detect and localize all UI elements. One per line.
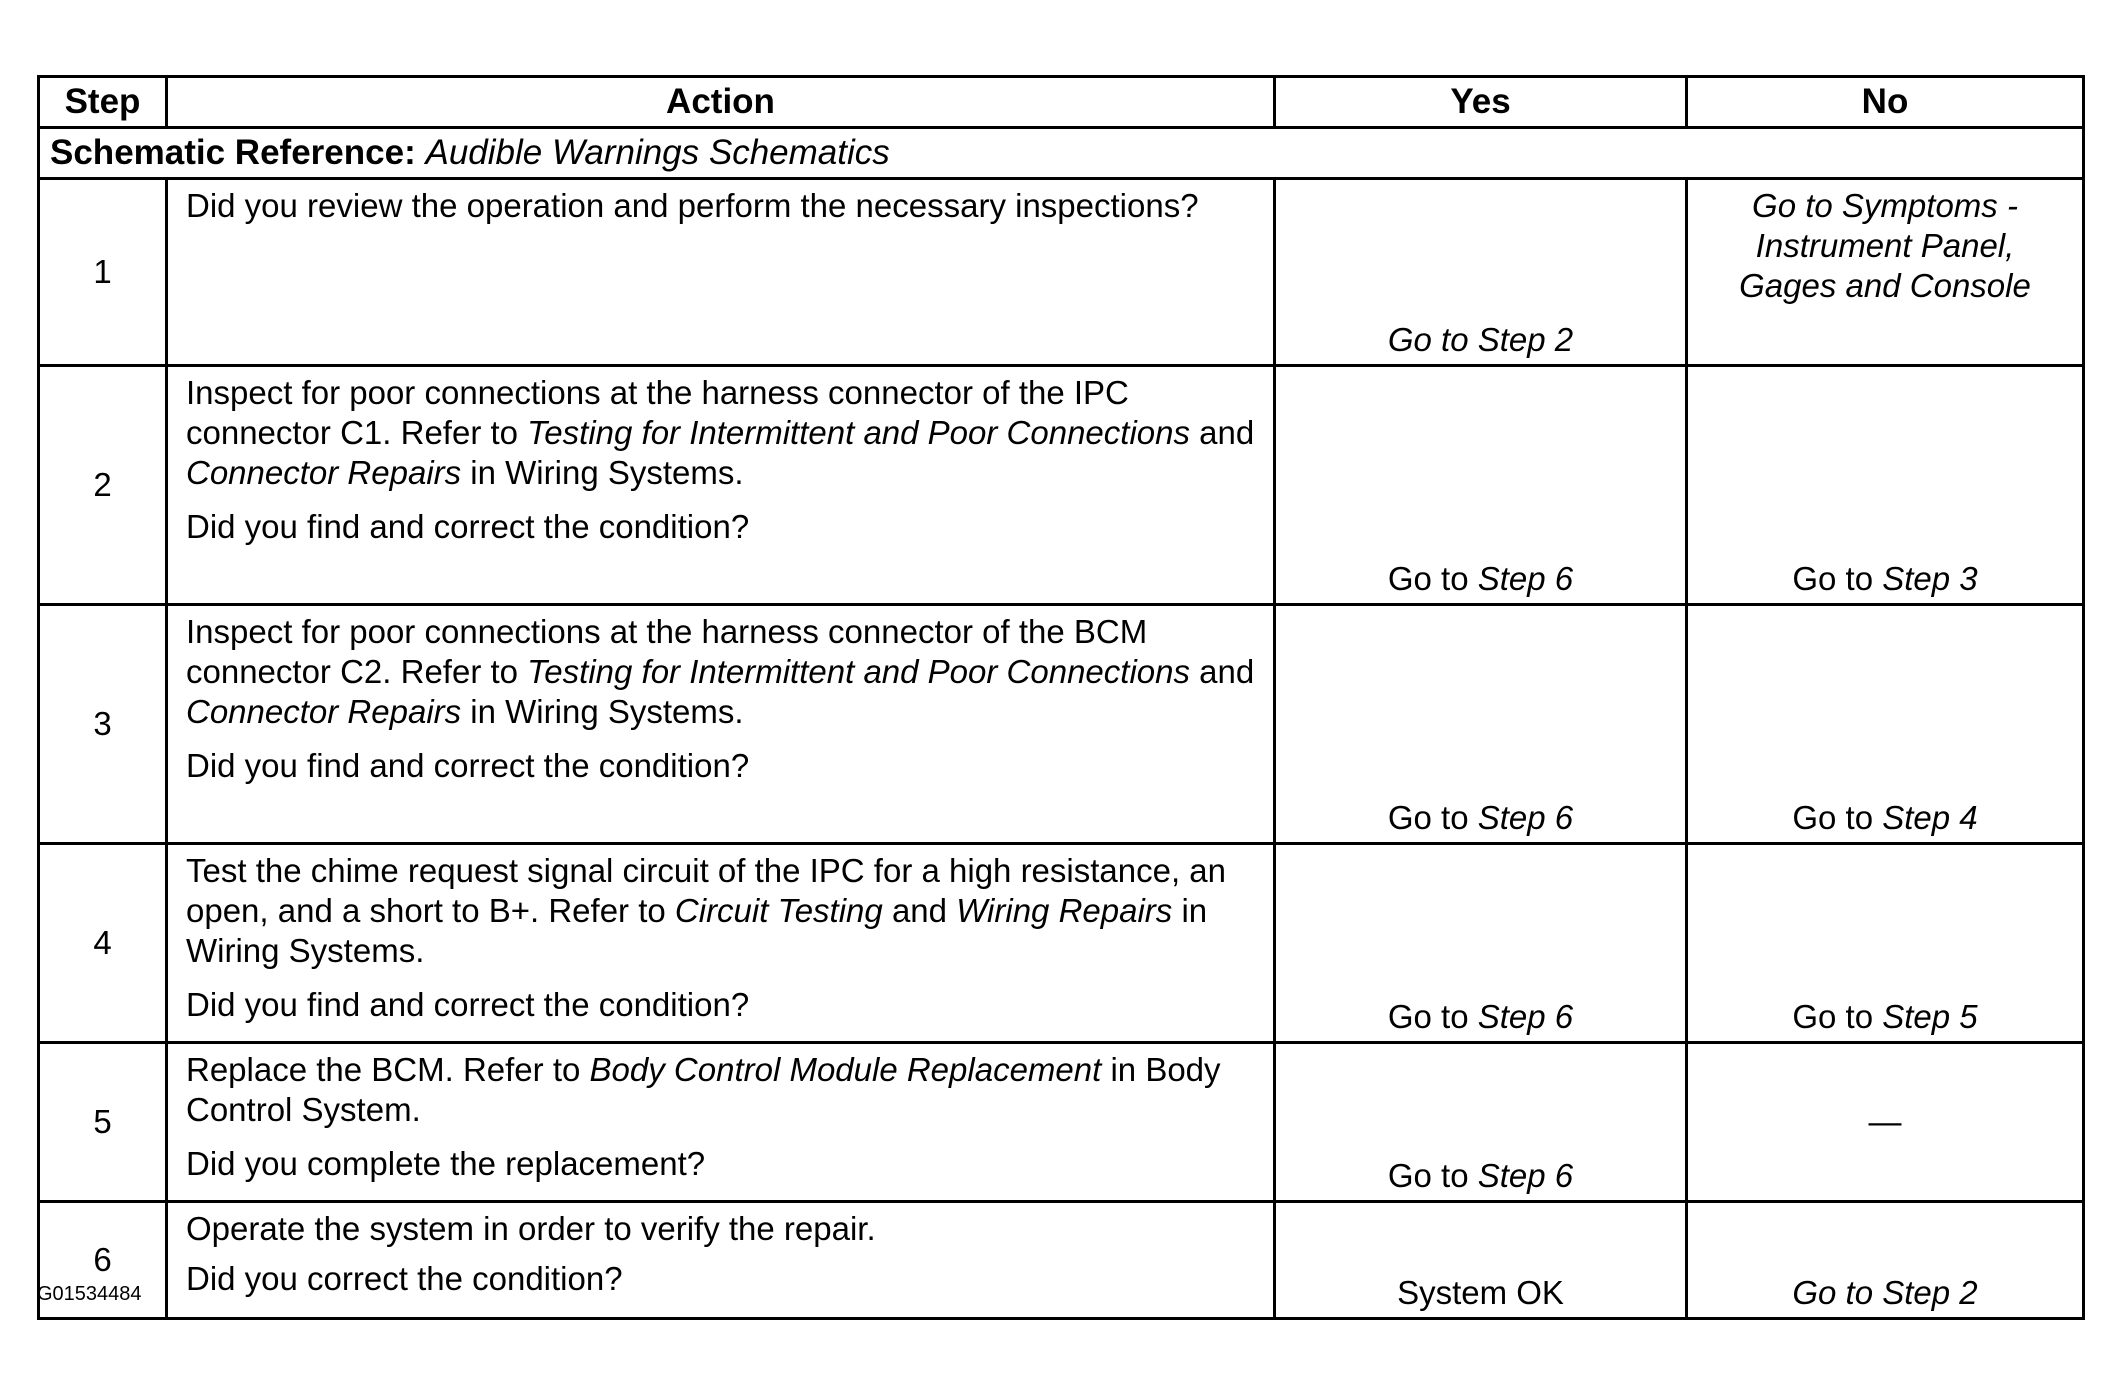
no-cell bbox=[1687, 1043, 2084, 1202]
no-cell bbox=[1687, 605, 2084, 844]
no-text: Go to Symptoms - Instrument Panel, Gages and Console bbox=[1739, 187, 2031, 304]
action-text: Replace the BCM. Refer to Body Control Module Replacement in Body Control System. bbox=[186, 1051, 1221, 1128]
table-row bbox=[39, 1202, 2084, 1319]
action-cell bbox=[167, 366, 1275, 605]
yes-text: Go to Step 2 bbox=[1387, 321, 1574, 358]
step-number: 3 bbox=[39, 605, 167, 844]
action-text: Test the chime request signal circuit of the IPC for a high resistance, an open, and a short to B+. Refer to Circuit Testing and Wiring Repairs in Wiring Systems. bbox=[186, 852, 1227, 969]
no-text: — bbox=[1868, 1103, 1902, 1140]
step-number: 4 bbox=[39, 844, 167, 1043]
yes-text: Go to Step 6 bbox=[1387, 1157, 1574, 1194]
yes-text: System OK bbox=[1397, 1274, 1564, 1311]
action-link-wiring-repairs: Wiring Repairs bbox=[956, 892, 1173, 929]
diagnostic-table-container bbox=[37, 75, 2082, 1320]
yes-cell bbox=[1275, 1202, 1687, 1319]
schematic-reference-row bbox=[39, 128, 2084, 179]
step-number: 6 bbox=[39, 1202, 167, 1319]
step-number: 1 bbox=[39, 179, 167, 366]
no-text: Go to Step 3 bbox=[1792, 560, 1978, 597]
schematic-label: Schematic Reference: bbox=[50, 133, 416, 172]
header-action: Action bbox=[167, 77, 1275, 128]
table-row bbox=[39, 366, 2084, 605]
figure-id: G01534484 bbox=[37, 1283, 142, 1305]
action-link-testing: Testing for Intermittent and Poor Connections bbox=[527, 414, 1190, 451]
action-link-bcm-replacement: Body Control Module Replacement bbox=[589, 1051, 1102, 1088]
yes-text: Go to Step 6 bbox=[1387, 560, 1574, 597]
action-cell bbox=[167, 605, 1275, 844]
yes-cell bbox=[1275, 179, 1687, 366]
yes-text: Go to Step 6 bbox=[1387, 998, 1574, 1035]
no-cell bbox=[1687, 366, 2084, 605]
action-cell bbox=[167, 844, 1275, 1043]
action-link-circuit-testing: Circuit Testing bbox=[674, 892, 883, 929]
action-text: Did you review the operation and perform the necessary inspections? bbox=[186, 187, 1199, 224]
step-number: 5 bbox=[39, 1043, 167, 1202]
action-cell bbox=[167, 1043, 1275, 1202]
no-cell bbox=[1687, 1202, 2084, 1319]
no-text: Go to Step 4 bbox=[1792, 799, 1978, 836]
table-row bbox=[39, 1043, 2084, 1202]
action-question: Did you find and correct the condition? bbox=[186, 747, 750, 784]
yes-cell bbox=[1275, 844, 1687, 1043]
action-question: Did you complete the replacement? bbox=[186, 1145, 706, 1182]
action-question: Did you find and correct the condition? bbox=[186, 508, 750, 545]
action-cell bbox=[167, 1202, 1275, 1319]
action-link-testing: Testing for Intermittent and Poor Connections bbox=[527, 653, 1190, 690]
table-row bbox=[39, 605, 2084, 844]
header-yes: Yes bbox=[1275, 77, 1687, 128]
action-text: Inspect for poor connections at the harness connector of the BCM connector C2. Refer to Testing for Intermittent and Poor Connections and Connector Repairs in Wiring Systems. bbox=[186, 613, 1255, 730]
header-step: Step bbox=[39, 77, 167, 128]
action-question: Did you correct the condition? bbox=[186, 1260, 623, 1297]
header-no: No bbox=[1687, 77, 2084, 128]
table-row bbox=[39, 179, 2084, 366]
diagnostic-table bbox=[37, 75, 2085, 1320]
schematic-reference bbox=[39, 128, 2084, 179]
yes-cell bbox=[1275, 366, 1687, 605]
action-cell bbox=[167, 179, 1275, 366]
yes-text: Go to Step 6 bbox=[1387, 799, 1574, 836]
header-row bbox=[39, 77, 2084, 128]
no-text: Go to Step 2 bbox=[1792, 1274, 1978, 1311]
action-link-repairs: Connector Repairs bbox=[186, 454, 462, 491]
action-link-repairs: Connector Repairs bbox=[186, 693, 462, 730]
schematic-value: Audible Warnings Schematics bbox=[425, 133, 890, 172]
no-text: Go to Step 5 bbox=[1792, 998, 1978, 1035]
yes-cell bbox=[1275, 605, 1687, 844]
no-cell bbox=[1687, 844, 2084, 1043]
action-text: Operate the system in order to verify the repair. bbox=[186, 1210, 876, 1247]
action-question: Did you find and correct the condition? bbox=[186, 986, 750, 1023]
yes-cell bbox=[1275, 1043, 1687, 1202]
action-text: Inspect for poor connections at the harness connector of the IPC connector C1. Refer to Testing for Intermittent and Poor Connections and Connector Repairs in Wiring Systems. bbox=[186, 374, 1255, 491]
step-number: 2 bbox=[39, 366, 167, 605]
no-cell bbox=[1687, 179, 2084, 366]
table-row bbox=[39, 844, 2084, 1043]
